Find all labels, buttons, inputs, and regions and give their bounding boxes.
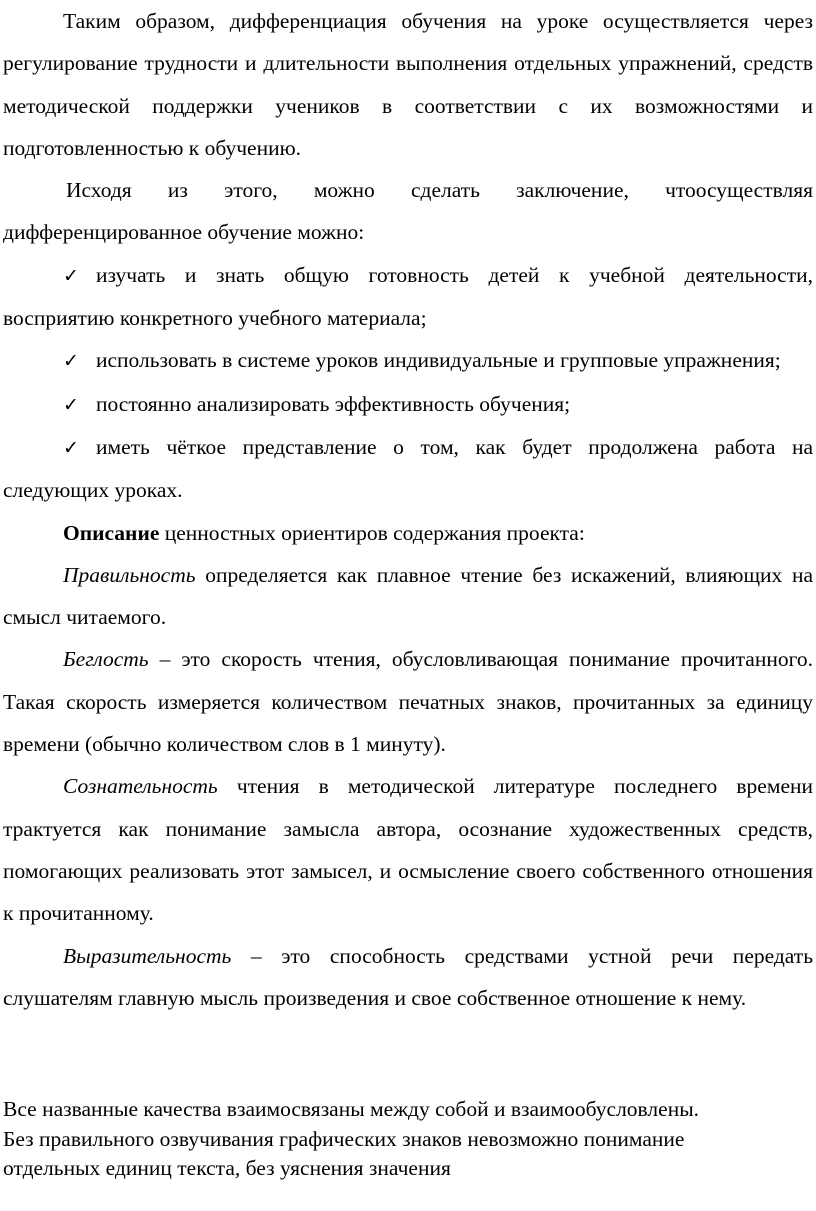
checklist-item-text: иметь чёткое представление о том, как будет продолжена работа на следующих уроках.: [3, 434, 813, 503]
check-mark-icon: ✓: [63, 350, 79, 373]
checklist-item-text: использовать в системе уроков индивидуальные и групповые упражнения;: [96, 348, 781, 373]
paragraph-soznatelnost: [3, 765, 813, 934]
tail-line: Без правильного озвучивания графических знаков невозможно понимание: [3, 1126, 685, 1151]
check-mark-icon: ✓: [63, 436, 79, 459]
checklist-item-text: изучать и знать общую готовность детей к учебной деятельности, восприятию конкретного учебного материала;: [3, 262, 813, 331]
document-tail: [3, 1095, 813, 1184]
checklist-item: [3, 426, 813, 512]
description-heading: Описание: [63, 520, 160, 545]
paragraph-conclusion: Исходя из этого, можно сделать заключение, чтоосуществляя дифференцированное обучение можно:: [3, 178, 813, 245]
tail-line: Все названные качества взаимосвязаны между собой и взаимообусловлены.: [3, 1097, 700, 1121]
checklist-item: [3, 383, 813, 426]
paragraph-description: [3, 512, 813, 554]
paragraph-beglost: [3, 638, 813, 765]
check-mark-icon: ✓: [63, 264, 79, 287]
paragraph-pravilnost: [3, 554, 813, 639]
checklist-item: [3, 254, 813, 340]
check-mark-icon: ✓: [63, 393, 79, 416]
definition-vyrazitelnost: – это способность средствами устной речи передать слушателям главную мысль произведения и свое собственное отношение к нему.: [3, 943, 813, 1010]
definition-soznatelnost: чтения в методической литературе последнего времени трактуется как понимание замысла автора, осознание художественных средств, помогающих реализовать этот замысел, и осмысление своего собственного отношения к прочитанному.: [3, 774, 813, 926]
paragraph-vyrazitelnost: [3, 935, 813, 1020]
document-body: [3, 0, 813, 1019]
tail-line: отдельных единиц текста, без уяснения значения: [3, 1156, 451, 1180]
definition-beglost: – это скорость чтения, обусловливающая понимание прочитанного. Такая скорость измеряется количеством печатных знаков, прочитанных за единицу времени (обычно количеством слов в 1 минуту).: [3, 647, 813, 757]
term-soznatelnost: Сознательность: [63, 774, 218, 799]
term-beglost: Беглость: [63, 647, 149, 672]
checklist-item-text: постоянно анализировать эффективность обучения;: [96, 391, 571, 416]
term-vyrazitelnost: Выразительность: [63, 943, 232, 968]
checklist-item: [3, 339, 813, 382]
term-pravilnost: Правильность: [63, 562, 196, 587]
definition-pravilnost: определяется как плавное чтение без искажений, влияющих на смысл читаемого.: [3, 562, 813, 630]
paragraph-differentiation: Таким образом, дифференциация обучения на уроке осуществляется через регулирование трудности и длительности выполнения отдельных упражнений, средств методической поддержки учеников в соответствии с их возможностями и подготовленностью к обучению.: [3, 9, 813, 160]
description-text: ценностных ориентиров содержания проекта:: [159, 520, 585, 545]
